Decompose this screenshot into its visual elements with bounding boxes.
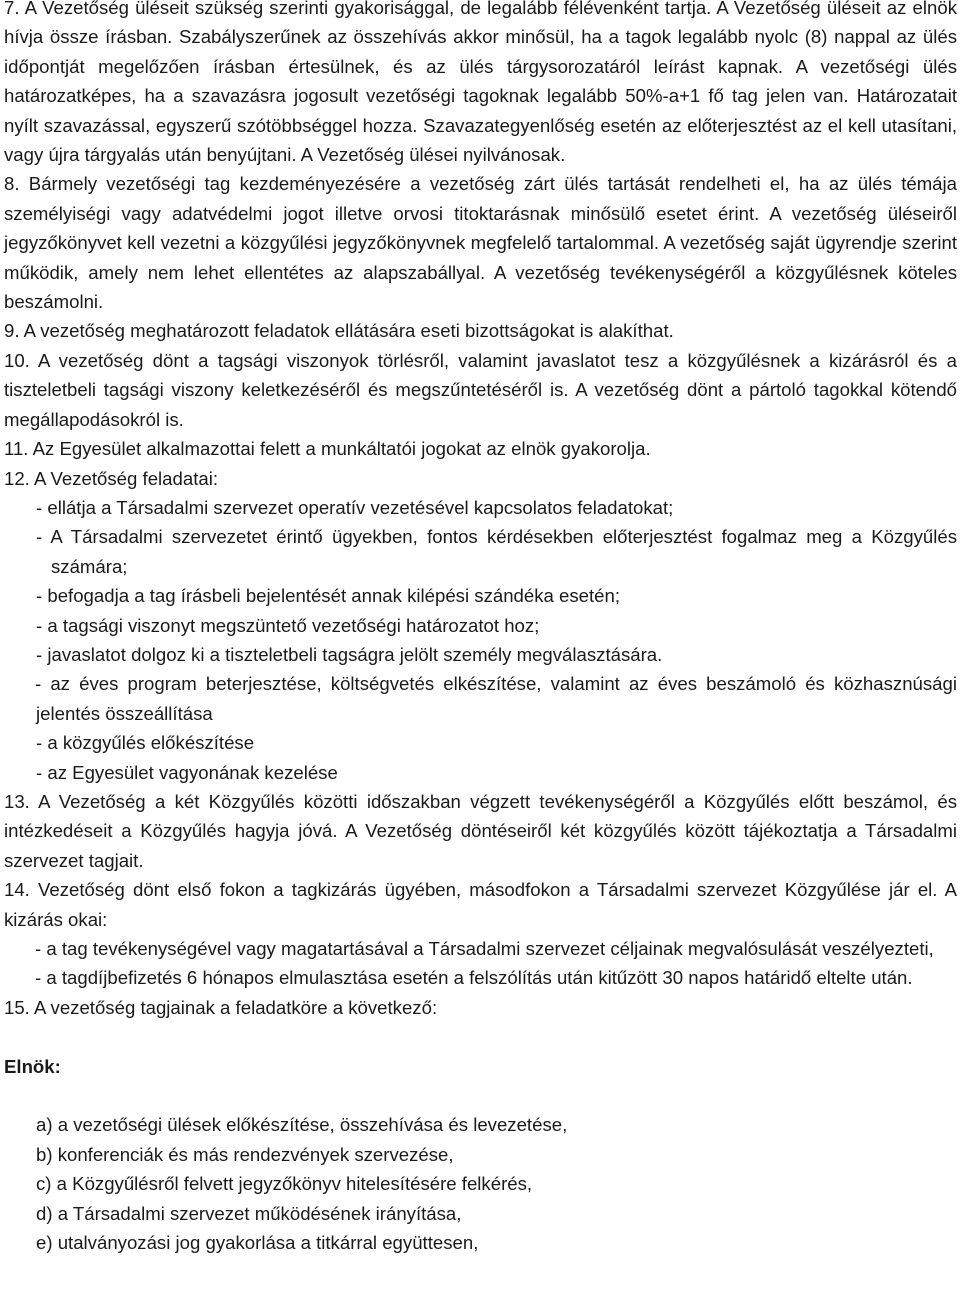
spacer [4,1081,957,1110]
list-item: - A Társadalmi szervezetet érintő ügyekben, fontos kérdésekben előterjesztést fogalmaz meg a Közgyűlés számára; [36,526,957,577]
paragraph-11: 11. Az Egyesület alkalmazottai felett a munkáltatói jogokat az elnök gyakorolja. [4,438,651,460]
list-item: b) konferenciák és más rendezvények szervezése, [36,1143,454,1165]
list-item: - az Egyesület vagyonának kezelése [36,761,338,783]
paragraph-10: 10. A vezetőség dönt a tagsági viszonyok törlésről, valamint javaslatot tesz a közgyűlésnek a kizárásról és a tiszteletbeli tagsági viszony keletkezéséről és megszűntetéséről is. A vezetőség dönt a pártoló tagokkal kötendő megállapodásokról is. [4,349,957,430]
paragraph-9: 9. A vezetőség meghatározott feladatok ellátására eseti bizottságokat is alakíthat. [4,320,674,342]
elnok-heading: Elnök: [4,1055,61,1077]
list-item: - az éves program beterjesztése, költségvetés elkészítése, valamint az éves beszámoló és közhasznúsági jelentés összeállítása [35,673,957,724]
paragraph-14: 14. Vezetőség dönt első fokon a tagkizárás ügyében, másodfokon a Társadalmi szervezet Közgyűlése jár el. A kizárás okai: [4,879,957,930]
paragraph-12: 12. A Vezetőség feladatai: [4,467,218,489]
list-item: - befogadja a tag írásbeli bejelentését annak kilépési szándéka esetén; [36,585,621,607]
paragraph-15: 15. A vezetőség tagjainak a feladatköre a következő: [4,996,438,1018]
list-item: a) a vezetőségi ülések előkészítése, összehívása és levezetése, [36,1114,568,1136]
list-item: - a tagsági viszonyt megszüntető vezetőségi határozatot hoz; [36,614,540,636]
document-body [4,0,957,1257]
paragraph-13: 13. A Vezetőség a két Közgyűlés közötti időszakban végzett tevékenységéről a Közgyűlés előtt beszámol, és intézkedéseit a Közgyűlés hagyja jóvá. A Vezetőség döntéseiről két közgyűlés között tájékoztatja a Társadalmi szervezet tagjait. [4,790,957,871]
paragraph-8: 8. Bármely vezetőségi tag kezdeményezésére a vezetőség zárt ülés tartását rendelheti el, ha az ülés témája személyiségi vagy adatvédelmi jogot illetve orvosi titoktarásnak minősülő esetet érint. A vezetőség üléseiről jegyzőkönyvet kell vezetni a közgyűlési jegyzőkönyvnek megfelelő tartalommal. A vezetőség saját ügyrendje szerint működik, amely nem lehet ellentétes az alapszabállyal. A vezetőség tevékenységéről a közgyűlésnek köteles beszámolni. [4,173,957,313]
list-item: - a közgyűlés előkészítése [36,732,255,754]
list-item: e) utalványozási jog gyakorlása a titkárral együttesen, [36,1232,479,1254]
elnok-duties-list [4,1110,957,1257]
vezetoseg-feladatai-list [4,493,957,787]
list-item: - a tag tevékenységével vagy magatartásával a Társadalmi szervezet céljainak megvalósulását veszélyezteti, [35,938,934,959]
paragraph-7: 7. A Vezetőség üléseit szükség szerinti gyakorisággal, de legalább félévenként tartja. A Vezetőség üléseit az elnök hívja össze írásban. Szabályszerűnek az összehívás akkor minősül, ha a tagok legalább nyolc (8) nappal az ülés időpontját megelőzően írásban értesülnek, és az ülés tárgysorozatáról leírást kapnak. A vezetőségi ülés határozatképes, ha a szavazásra jogosult vezetőségi tagoknak legalább 50%-a+1 fő tag jelen van. Határozatait nyílt szavazással, egyszerű szótöbbséggel hozza. Szavazategyenlőség esetén az előterjesztést az el kell utasítani, vagy újra tárgyalás után benyújtani. A Vezetőség ülései nyilvánosak. [4,0,957,166]
list-item: - ellátja a Társadalmi szervezet operatív vezetésével kapcsolatos feladatokat; [36,496,674,518]
kizaras-okai-list [4,934,957,993]
spacer [4,1022,957,1051]
list-item: c) a Közgyűlésről felvett jegyzőkönyv hitelesítésére felkérés, [36,1173,533,1195]
list-item: d) a Társadalmi szervezet működésének irányítása, [36,1202,462,1224]
list-item: - a tagdíjbefizetés 6 hónapos elmulasztása esetén a felszólítás után kitűzött 30 napos határidő eltelte után. [35,967,913,989]
list-item: - javaslatot dolgoz ki a tiszteletbeli tagságra jelölt személy megválasztására. [36,643,663,665]
